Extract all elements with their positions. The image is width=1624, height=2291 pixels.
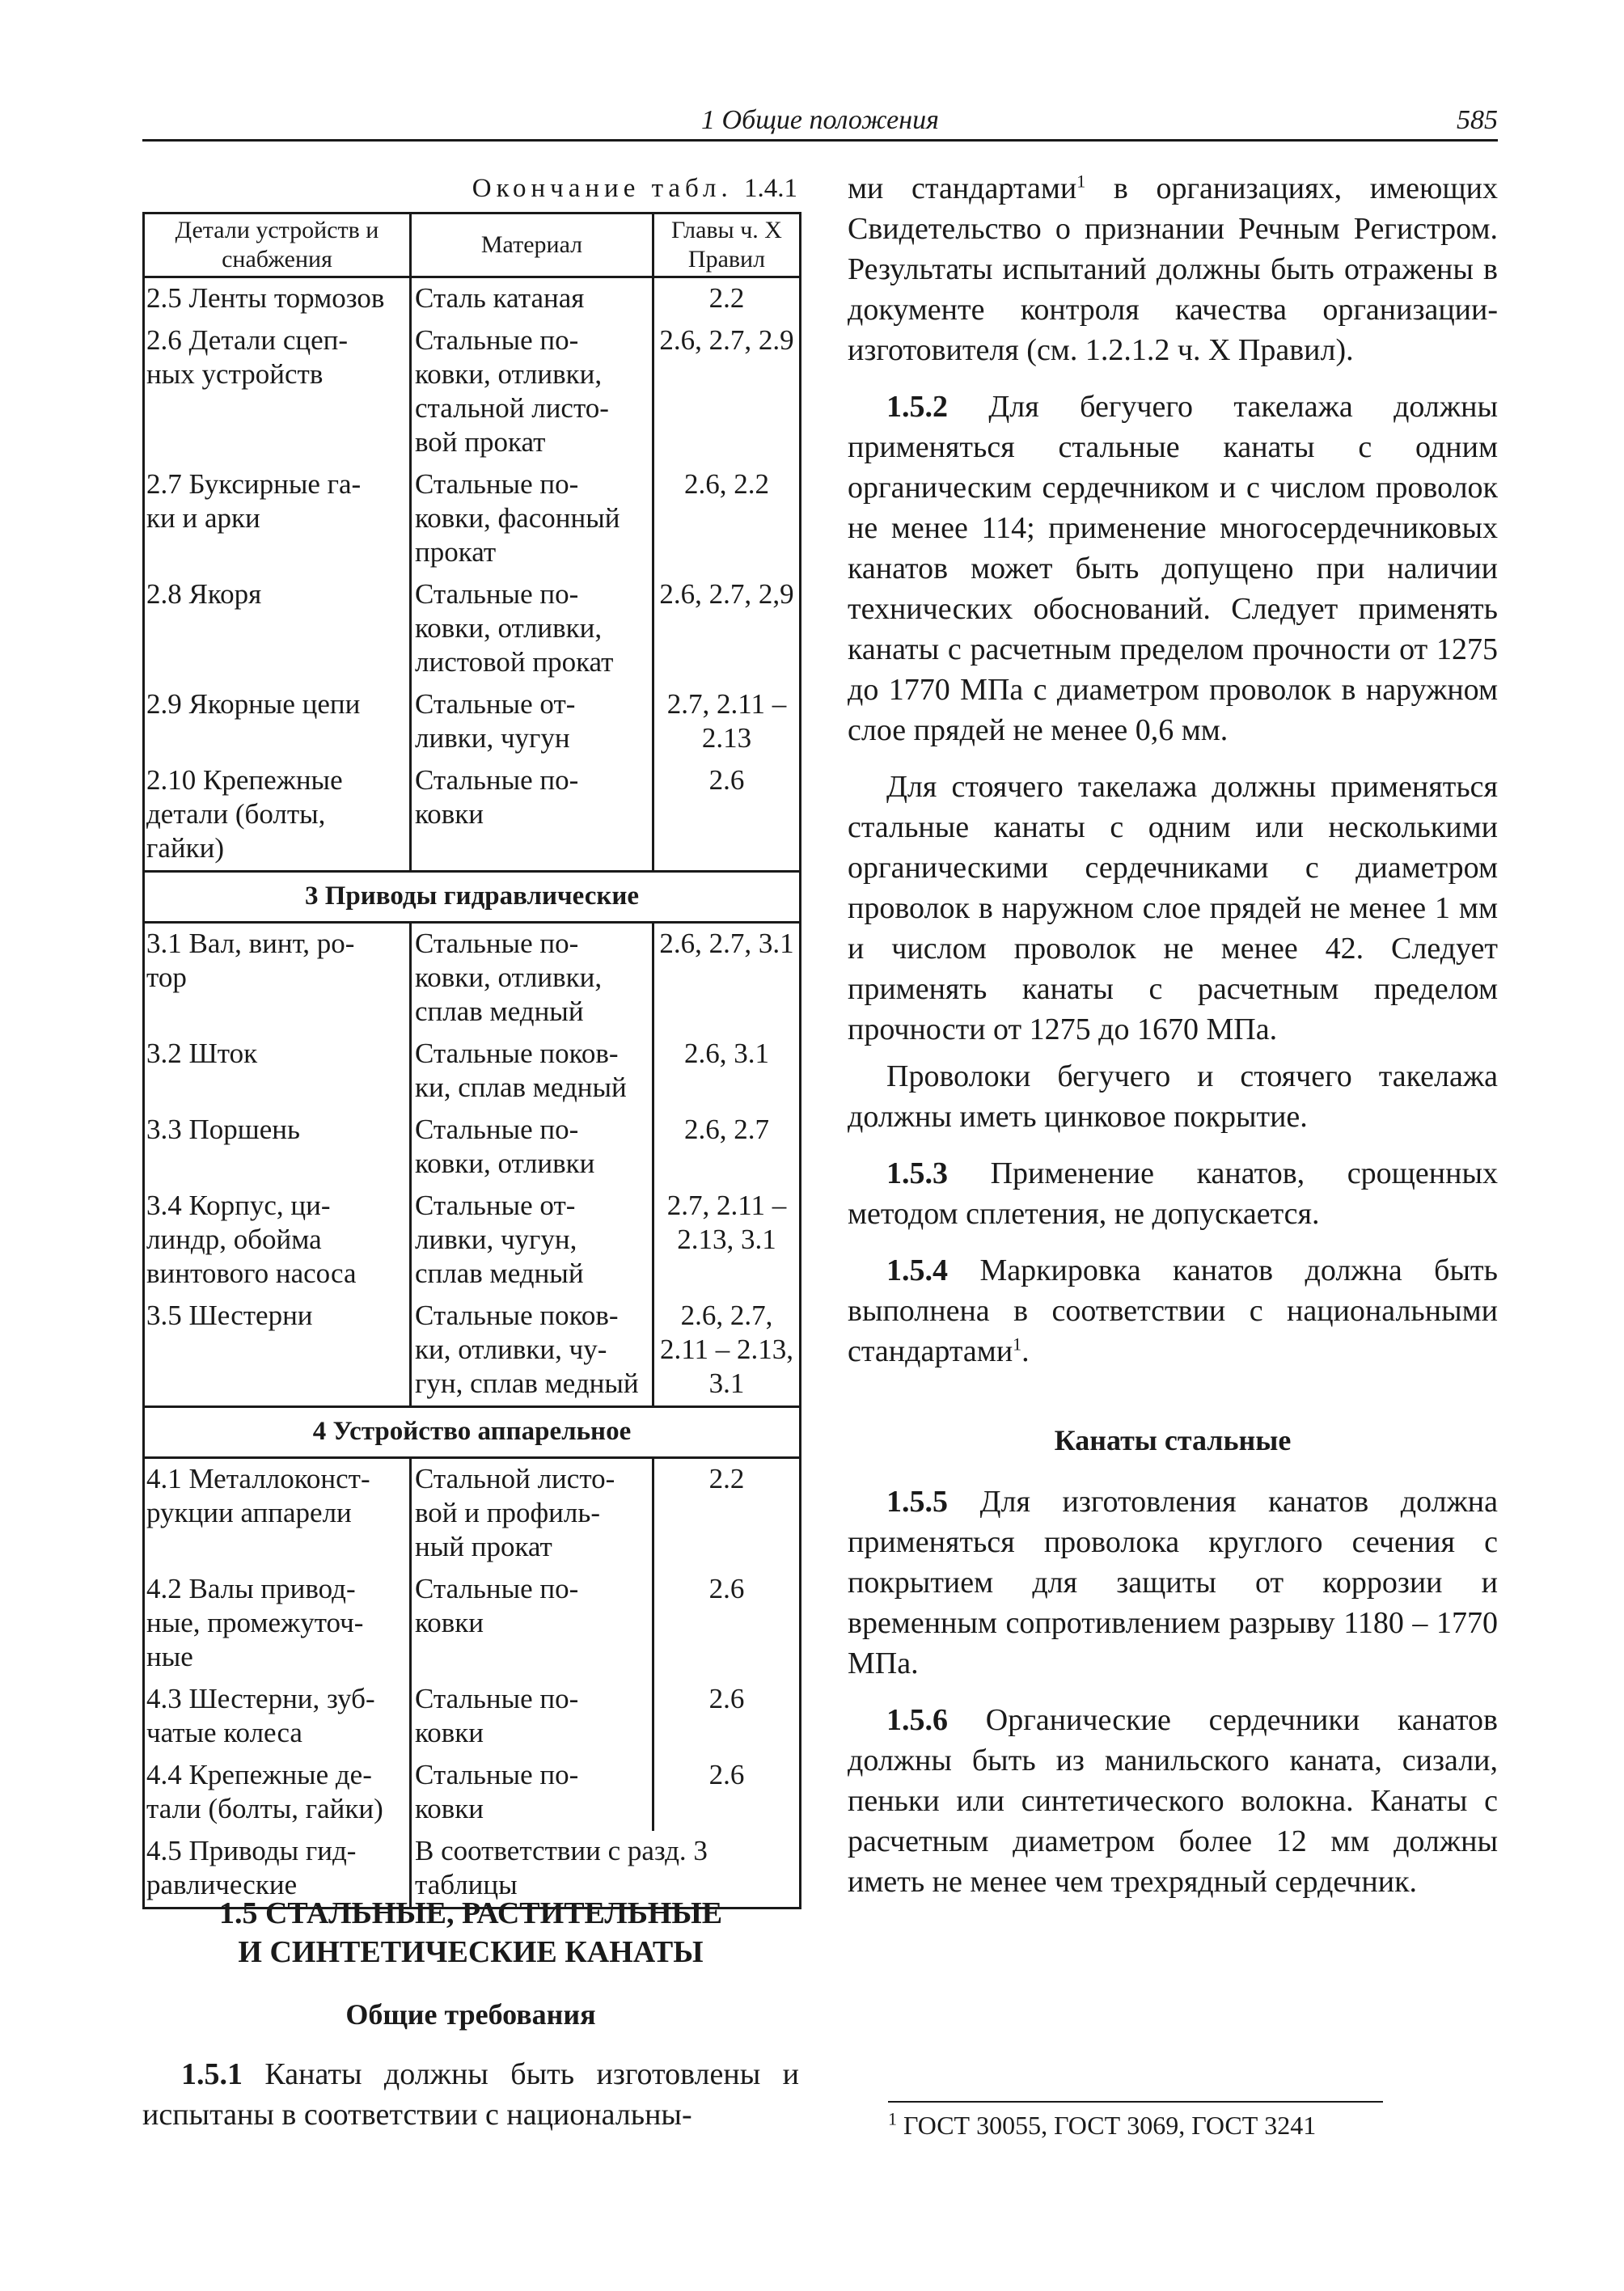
table-row xyxy=(144,277,801,321)
column-header-chapters: Главы ч. X Правил xyxy=(653,213,801,277)
material-cell: Стальные по- ковки xyxy=(411,1679,653,1755)
paragraph-standing-rigging xyxy=(848,767,1498,1050)
table-row xyxy=(144,574,801,684)
chapters-cell: 2.6 xyxy=(708,1573,745,1604)
subsection-title: Общие требования xyxy=(345,1998,596,2031)
paragraph-text: Канаты должны быть изготовлены и испытаны в соответствии с национальны- xyxy=(142,2057,799,2132)
material-cell: В соответствии с разд. 3 таблицы xyxy=(415,1835,708,1900)
material-cell: Стальной листо- вой и профиль- ный прокат xyxy=(411,1458,653,1570)
chapters-cell: 2.6, 2.7, 3.1 xyxy=(659,928,794,959)
table-row xyxy=(144,923,801,1034)
clause-number: 1.5.4 xyxy=(886,1253,948,1287)
chapters-cell: 2.6 xyxy=(708,1683,745,1714)
part-cell: 4.4 Крепежные де- тали (болты, гайки) xyxy=(144,1755,411,1831)
table-caption-number: 1.4.1 xyxy=(744,174,797,203)
material-cell: Стальные по- ковки, фасонный прокат xyxy=(411,464,653,574)
table-row xyxy=(144,1679,801,1755)
table-section-row xyxy=(144,872,801,923)
part-cell: 2.10 Крепежные детали (болты, гайки) xyxy=(144,760,411,872)
material-cell: Стальные по- ковки xyxy=(411,1569,653,1679)
table-row xyxy=(144,1110,801,1186)
chapters-cell: 2.6, 2.2 xyxy=(684,468,769,500)
part-cell: 4.3 Шестерни, зуб- чатые колеса xyxy=(144,1679,411,1755)
part-cell: 4.5 Приводы гид- равлические xyxy=(144,1831,411,1908)
footnote-ref: 1 xyxy=(1013,1334,1022,1355)
chapters-cell: 2.6, 2.7, 2,9 xyxy=(659,578,794,610)
paragraph-1-5-5 xyxy=(848,1482,1498,1684)
table-row xyxy=(144,1458,801,1570)
part-cell: 2.5 Ленты тормозов xyxy=(144,277,411,321)
paragraph-text: Проволоки бегучего и стоячего такелажа должны иметь цинковое покрытие. xyxy=(848,1059,1498,1134)
section-title xyxy=(142,1894,799,1972)
paragraph-1-5-3 xyxy=(848,1153,1498,1234)
chapters-cell: 2.6 xyxy=(708,1759,745,1790)
page-number: 585 xyxy=(1457,105,1498,135)
paragraph-text: Для бегучего такелажа должны применяться стальные канаты с одним органическим сердечником и с числом проволок не менее 114; применение многосердечниковых канатов может быть допущено при наличии технических обоснований. Следует применять канаты с расчетным пределом прочности от 1275 до 1770 МПа с диаметром проволок в наружном слое прядей не менее 0,6 мм. xyxy=(848,390,1498,747)
paragraph-1-5-2 xyxy=(848,387,1498,750)
table-section-row xyxy=(144,1407,801,1458)
part-cell: 3.2 Шток xyxy=(144,1033,411,1110)
paragraph-1-5-1 xyxy=(142,2054,799,2135)
paragraph-1-5-4 xyxy=(848,1250,1498,1372)
chapters-cell: 2.6, 2.7 xyxy=(684,1114,769,1145)
chapters-cell: 2.2 xyxy=(708,282,745,314)
part-cell: 2.7 Буксирные га- ки и арки xyxy=(144,464,411,574)
table-row xyxy=(144,760,801,872)
part-cell: 2.6 Детали сцеп- ных устройств xyxy=(144,320,411,464)
materials-table xyxy=(142,212,801,1909)
footnote-divider xyxy=(888,2101,1383,2103)
column-header-parts: Детали устройств и снабжения xyxy=(144,213,411,277)
column-header-material: Материал xyxy=(411,213,653,277)
running-title: 1 Общие положения xyxy=(701,105,939,135)
material-cell: Стальные по- ковки, отливки xyxy=(411,1110,653,1186)
chapters-cell: 2.7, 2.11 – 2.13 xyxy=(666,688,787,754)
clause-number: 1.5.3 xyxy=(886,1156,948,1190)
part-cell: 3.1 Вал, винт, ро- тор xyxy=(144,923,411,1034)
material-cell: Стальные по- ковки, отливки, листовой прокат xyxy=(411,574,653,684)
table-row xyxy=(144,1186,801,1296)
chapters-cell: 2.6, 2.7, 2.11 – 2.13, 3.1 xyxy=(660,1300,793,1399)
part-cell: 4.2 Валы привод- ные, промежуточ- ные xyxy=(144,1569,411,1679)
footnote-text: ГОСТ 30055, ГОСТ 3069, ГОСТ 3241 xyxy=(897,2111,1317,2140)
paragraph-text: ми стандартами xyxy=(848,171,1077,205)
paragraph-zinc-coating xyxy=(848,1056,1498,1137)
footnote-ref: 1 xyxy=(1076,171,1086,192)
material-cell: Стальные по- ковки, отливки, стальной листо- вой прокат xyxy=(411,320,653,464)
page-header xyxy=(142,104,1498,142)
chapters-cell: 2.6 xyxy=(708,764,745,796)
paragraph-text: Органические сердечники канатов должны быть из манильского каната, сизали, пеньки или синтетического волокна. Канаты с расчетным диаметром более 12 мм должны иметь не менее чем трехрядный сердечник. xyxy=(848,1703,1498,1899)
part-cell: 3.3 Поршень xyxy=(144,1110,411,1186)
material-cell: Сталь катаная xyxy=(411,277,653,321)
material-cell: Стальные от- ливки, чугун, сплав медный xyxy=(411,1186,653,1296)
part-cell: 2.9 Якорные цепи xyxy=(144,684,411,760)
paragraph-text: Применение канатов, срощенных методом сплетения, не допускается. xyxy=(848,1156,1498,1231)
table-caption-prefix: Окончание табл. xyxy=(472,174,733,203)
material-cell: Стальные по- ковки xyxy=(411,1755,653,1831)
right-column xyxy=(848,168,1498,1918)
part-cell: 2.8 Якоря xyxy=(144,574,411,684)
table-caption xyxy=(142,174,797,204)
paragraph-text: Маркировка канатов должна быть выполнена в соответствии с национальными стандартами xyxy=(848,1253,1498,1368)
clause-number: 1.5.2 xyxy=(886,390,948,424)
footnote-mark: 1 xyxy=(888,2108,897,2129)
part-cell: 4.1 Металлоконст- рукции аппарели xyxy=(144,1458,411,1570)
paragraph-text: в организациях, имеющих Свидетельство о признании Речным Регистром. Результаты испытаний должны быть отражены в документе контроля качества организации-изготовителя (см. 1.2.1.2 ч. X Правил). xyxy=(848,171,1498,367)
table-row xyxy=(144,1755,801,1831)
section-heading-ramp: 4 Устройство аппарельное xyxy=(144,1407,801,1458)
footnote xyxy=(888,2108,1317,2141)
material-cell: Стальные по- ковки xyxy=(411,760,653,872)
section-heading-hydraulic: 3 Приводы гидравлические xyxy=(144,872,801,923)
table-row xyxy=(144,464,801,574)
paragraph-text: Для стоячего такелажа должны применяться стальные канаты с одним или несколькими органическими сердечниками с диаметром проволок в наружном слое прядей не менее 1 мм и числом проволок не менее 42. Следует применять канаты с расчетным пределом прочности от 1275 до 1670 МПа. xyxy=(848,770,1498,1046)
paragraph-1-5-6 xyxy=(848,1700,1498,1902)
table-header-row xyxy=(144,213,801,277)
chapters-cell: 2.2 xyxy=(708,1463,745,1494)
table-row xyxy=(144,1033,801,1110)
paragraph-text: Для изготовления канатов должна применяться проволока круглого сечения с покрытием для защиты от коррозии и временным сопротивлением разрыву 1180 – 1770 МПа. xyxy=(848,1485,1498,1680)
material-cell: Стальные по- ковки, отливки, сплав медный xyxy=(411,923,653,1034)
section-title-line: И СИНТЕТИЧЕСКИЕ КАНАТЫ xyxy=(238,1935,704,1969)
table-row xyxy=(144,1569,801,1679)
clause-number: 1.5.6 xyxy=(886,1703,948,1737)
chapters-cell: 2.7, 2.11 – 2.13, 3.1 xyxy=(666,1190,787,1255)
clause-number: 1.5.5 xyxy=(886,1485,948,1519)
table-row xyxy=(144,684,801,760)
table-row xyxy=(144,320,801,464)
part-cell: 3.5 Шестерни xyxy=(144,1296,411,1407)
chapters-cell: 2.6, 2.7, 2.9 xyxy=(659,324,794,356)
subsection-heading-steel-ropes: Канаты стальные xyxy=(1054,1424,1292,1456)
material-cell: Стальные поков- ки, сплав медный xyxy=(411,1033,653,1110)
chapters-cell: 2.6, 3.1 xyxy=(684,1038,769,1069)
paragraph-continuation xyxy=(848,168,1498,370)
clause-number: 1.5.1 xyxy=(181,2057,243,2091)
material-cell: Стальные от- ливки, чугун xyxy=(411,684,653,760)
paragraph-text: . xyxy=(1021,1334,1030,1368)
table-row xyxy=(144,1296,801,1407)
section-title-line: 1.5 СТАЛЬНЫЕ, РАСТИТЕЛЬНЫЕ xyxy=(218,1896,723,1930)
material-cell: Стальные поков- ки, отливки, чу- гун, сплав медный xyxy=(411,1296,653,1407)
part-cell: 3.4 Корпус, ци- линдр, обойма винтового насоса xyxy=(144,1186,411,1296)
